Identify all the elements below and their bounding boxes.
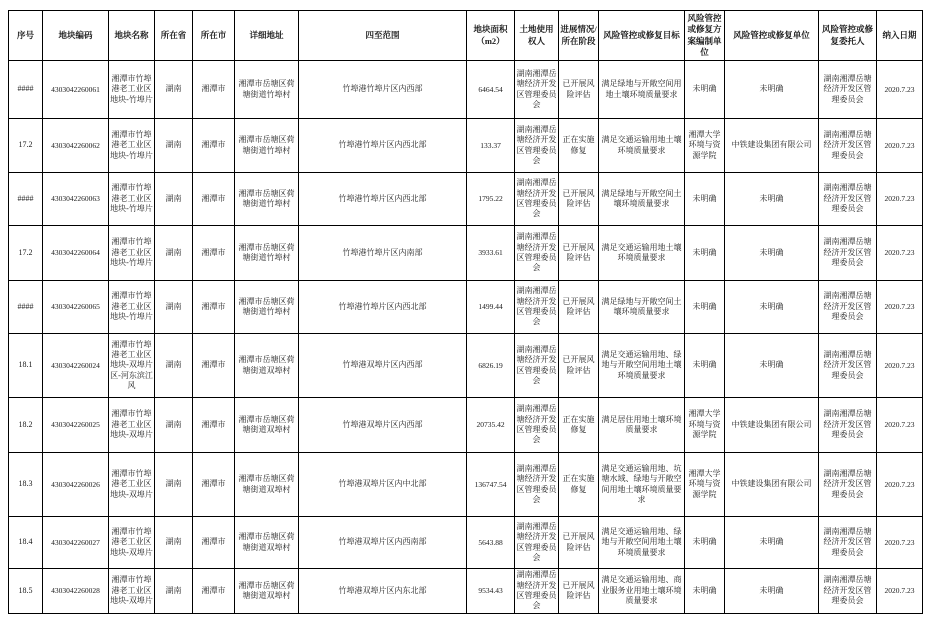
cell-seq-no: 18.2	[9, 398, 43, 453]
cell-parcel-area-m2: 133.37	[467, 119, 515, 173]
cell-remediation-client: 湖南湘潭岳塘经济开发区管理委员会	[819, 398, 877, 453]
cell-parcel-name: 湘潭市竹埠港老工业区地块-双埠片	[109, 453, 155, 517]
cell-province: 湖南	[155, 453, 193, 517]
cell-inclusion-date: 2020.7.23	[877, 281, 923, 334]
table-row	[9, 281, 923, 334]
cell-detail-address: 湘潭市岳塘区荷塘街道竹埠村	[235, 173, 299, 226]
cell-boundary-range: 竹埠港竹埠片区内西部	[299, 61, 467, 119]
column-header-detail-address: 详细地址	[235, 11, 299, 61]
header-row	[9, 11, 923, 61]
cell-city: 湘潭市	[193, 453, 235, 517]
cell-progress-stage: 已开展风险评估	[559, 569, 599, 614]
cell-land-use-right-holder: 湖南湘潭岳塘经济开发区管理委员会	[515, 398, 559, 453]
column-header-plan-compilation-unit: 风险管控或修复方案编制单位	[685, 11, 725, 61]
cell-parcel-name: 湘潭市竹埠港老工业区地块-竹埠片	[109, 119, 155, 173]
cell-province: 湖南	[155, 226, 193, 281]
column-header-parcel-name: 地块名称	[109, 11, 155, 61]
cell-progress-stage: 正在实施修复	[559, 453, 599, 517]
cell-boundary-range: 竹埠港双埠片区内西南部	[299, 517, 467, 569]
cell-risk-control-target: 满足绿地与开敞空间土壤环境质量要求	[599, 173, 685, 226]
column-header-province: 所在省	[155, 11, 193, 61]
cell-parcel-area-m2: 1795.22	[467, 173, 515, 226]
table-row	[9, 453, 923, 517]
cell-parcel-name: 湘潭市竹埠港老工业区地块-双埠片	[109, 569, 155, 614]
cell-land-use-right-holder: 湖南湘潭岳塘经济开发区管理委员会	[515, 569, 559, 614]
cell-remediation-unit: 中铁建设集团有限公司	[725, 119, 819, 173]
cell-city: 湘潭市	[193, 569, 235, 614]
cell-city: 湘潭市	[193, 61, 235, 119]
column-header-risk-control-target: 风险管控或修复目标	[599, 11, 685, 61]
cell-province: 湖南	[155, 334, 193, 398]
cell-land-use-right-holder: 湖南湘潭岳塘经济开发区管理委员会	[515, 61, 559, 119]
cell-remediation-unit: 未明确	[725, 173, 819, 226]
cell-inclusion-date: 2020.7.23	[877, 517, 923, 569]
cell-progress-stage: 已开展风险评估	[559, 334, 599, 398]
cell-detail-address: 湘潭市岳塘区荷塘街道竹埠村	[235, 281, 299, 334]
cell-parcel-name: 湘潭市竹埠港老工业区地块-竹埠片	[109, 281, 155, 334]
cell-remediation-unit: 未明确	[725, 569, 819, 614]
cell-detail-address: 湘潭市岳塘区荷塘街道双埠村	[235, 517, 299, 569]
cell-risk-control-target: 满足绿地与开敞空间土壤环境质量要求	[599, 281, 685, 334]
cell-seq-no: ####	[9, 173, 43, 226]
cell-city: 湘潭市	[193, 517, 235, 569]
cell-parcel-code: 4303042260063	[43, 173, 109, 226]
cell-province: 湖南	[155, 517, 193, 569]
cell-seq-no: 17.2	[9, 119, 43, 173]
cell-risk-control-target: 满足交通运输用地、绿地与开敞空间用地土壤环境质量要求	[599, 517, 685, 569]
cell-seq-no: ####	[9, 61, 43, 119]
cell-inclusion-date: 2020.7.23	[877, 453, 923, 517]
cell-progress-stage: 已开展风险评估	[559, 226, 599, 281]
cell-parcel-name: 湘潭市竹埠港老工业区地块-竹埠片	[109, 226, 155, 281]
cell-land-use-right-holder: 湖南湘潭岳塘经济开发区管理委员会	[515, 517, 559, 569]
cell-province: 湖南	[155, 398, 193, 453]
column-header-city: 所在市	[193, 11, 235, 61]
cell-progress-stage: 正在实施修复	[559, 119, 599, 173]
cell-plan-compilation-unit: 湘潭大学环境与资源学院	[685, 119, 725, 173]
cell-parcel-code: 4303042260062	[43, 119, 109, 173]
column-header-parcel-area-m2: 地块面积（m2）	[467, 11, 515, 61]
cell-seq-no: 18.5	[9, 569, 43, 614]
cell-parcel-area-m2: 6464.54	[467, 61, 515, 119]
cell-inclusion-date: 2020.7.23	[877, 61, 923, 119]
cell-plan-compilation-unit: 未明确	[685, 173, 725, 226]
column-header-boundary-range: 四至范围	[299, 11, 467, 61]
cell-remediation-client: 湖南湘潭岳塘经济开发区管理委员会	[819, 173, 877, 226]
cell-province: 湖南	[155, 569, 193, 614]
cell-progress-stage: 正在实施修复	[559, 398, 599, 453]
cell-remediation-client: 湖南湘潭岳塘经济开发区管理委员会	[819, 281, 877, 334]
cell-remediation-unit: 未明确	[725, 517, 819, 569]
cell-inclusion-date: 2020.7.23	[877, 226, 923, 281]
column-header-parcel-code: 地块编码	[43, 11, 109, 61]
cell-risk-control-target: 满足交通运输用地土壤环境质量要求	[599, 119, 685, 173]
cell-plan-compilation-unit: 湘潭大学环境与资源学院	[685, 453, 725, 517]
cell-progress-stage: 已开展风险评估	[559, 281, 599, 334]
cell-city: 湘潭市	[193, 281, 235, 334]
cell-remediation-unit: 未明确	[725, 226, 819, 281]
cell-province: 湖南	[155, 119, 193, 173]
cell-seq-no: ####	[9, 281, 43, 334]
cell-parcel-name: 湘潭市竹埠港老工业区地块-竹埠片	[109, 173, 155, 226]
cell-detail-address: 湘潭市岳塘区荷塘街道双埠村	[235, 334, 299, 398]
cell-parcel-name: 湘潭市竹埠港老工业区地块-双埠片	[109, 517, 155, 569]
cell-boundary-range: 竹埠港双埠片区内西部	[299, 334, 467, 398]
cell-remediation-unit: 中铁建设集团有限公司	[725, 398, 819, 453]
cell-parcel-code: 4303042260026	[43, 453, 109, 517]
column-header-inclusion-date: 纳入日期	[877, 11, 923, 61]
cell-remediation-unit: 未明确	[725, 334, 819, 398]
cell-seq-no: 18.1	[9, 334, 43, 398]
cell-remediation-client: 湖南湘潭岳塘经济开发区管理委员会	[819, 61, 877, 119]
cell-land-use-right-holder: 湖南湘潭岳塘经济开发区管理委员会	[515, 453, 559, 517]
table-row	[9, 569, 923, 614]
cell-remediation-client: 湖南湘潭岳塘经济开发区管理委员会	[819, 569, 877, 614]
cell-parcel-area-m2: 20735.42	[467, 398, 515, 453]
table-row	[9, 334, 923, 398]
cell-city: 湘潭市	[193, 173, 235, 226]
cell-remediation-client: 湖南湘潭岳塘经济开发区管理委员会	[819, 334, 877, 398]
cell-parcel-code: 4303042260028	[43, 569, 109, 614]
cell-seq-no: 18.3	[9, 453, 43, 517]
cell-parcel-code: 4303042260024	[43, 334, 109, 398]
column-header-progress-stage: 进展情况/所在阶段	[559, 11, 599, 61]
cell-parcel-area-m2: 5643.88	[467, 517, 515, 569]
cell-risk-control-target: 满足交通运输用地、坑塘水域、绿地与开敞空间用地土壤环境质量要求	[599, 453, 685, 517]
cell-remediation-unit: 中铁建设集团有限公司	[725, 453, 819, 517]
cell-inclusion-date: 2020.7.23	[877, 569, 923, 614]
table-row	[9, 61, 923, 119]
cell-province: 湖南	[155, 61, 193, 119]
land-parcel-risk-table-sheet	[8, 10, 923, 614]
cell-remediation-unit: 未明确	[725, 61, 819, 119]
cell-seq-no: 17.2	[9, 226, 43, 281]
cell-boundary-range: 竹埠港竹埠片区内西北部	[299, 119, 467, 173]
cell-plan-compilation-unit: 未明确	[685, 334, 725, 398]
table-header	[9, 11, 923, 61]
cell-boundary-range: 竹埠港竹埠片区内西北部	[299, 281, 467, 334]
table-row	[9, 517, 923, 569]
cell-inclusion-date: 2020.7.23	[877, 398, 923, 453]
table-row	[9, 226, 923, 281]
table-row	[9, 119, 923, 173]
cell-parcel-area-m2: 6826.19	[467, 334, 515, 398]
cell-plan-compilation-unit: 未明确	[685, 61, 725, 119]
cell-parcel-area-m2: 136747.54	[467, 453, 515, 517]
cell-city: 湘潭市	[193, 398, 235, 453]
cell-plan-compilation-unit: 未明确	[685, 569, 725, 614]
table-row	[9, 398, 923, 453]
cell-city: 湘潭市	[193, 226, 235, 281]
cell-progress-stage: 已开展风险评估	[559, 517, 599, 569]
cell-boundary-range: 竹埠港双埠片区内中北部	[299, 453, 467, 517]
cell-boundary-range: 竹埠港竹埠片区内南部	[299, 226, 467, 281]
cell-remediation-client: 湖南湘潭岳塘经济开发区管理委员会	[819, 517, 877, 569]
cell-detail-address: 湘潭市岳塘区荷塘街道双埠村	[235, 569, 299, 614]
cell-detail-address: 湘潭市岳塘区荷塘街道竹埠村	[235, 61, 299, 119]
cell-parcel-area-m2: 3933.61	[467, 226, 515, 281]
cell-seq-no: 18.4	[9, 517, 43, 569]
cell-plan-compilation-unit: 未明确	[685, 517, 725, 569]
cell-parcel-code: 4303042260065	[43, 281, 109, 334]
land-parcel-risk-table	[8, 10, 923, 614]
cell-plan-compilation-unit: 湘潭大学环境与资源学院	[685, 398, 725, 453]
cell-remediation-client: 湖南湘潭岳塘经济开发区管理委员会	[819, 119, 877, 173]
cell-province: 湖南	[155, 173, 193, 226]
cell-progress-stage: 已开展风险评估	[559, 173, 599, 226]
cell-detail-address: 湘潭市岳塘区荷塘街道竹埠村	[235, 119, 299, 173]
column-header-remediation-client: 风险管控或修复委托人	[819, 11, 877, 61]
cell-parcel-code: 4303042260025	[43, 398, 109, 453]
cell-inclusion-date: 2020.7.23	[877, 119, 923, 173]
cell-remediation-client: 湖南湘潭岳塘经济开发区管理委员会	[819, 226, 877, 281]
cell-land-use-right-holder: 湖南湘潭岳塘经济开发区管理委员会	[515, 119, 559, 173]
cell-detail-address: 湘潭市岳塘区荷塘街道双埠村	[235, 398, 299, 453]
cell-plan-compilation-unit: 未明确	[685, 281, 725, 334]
cell-land-use-right-holder: 湖南湘潭岳塘经济开发区管理委员会	[515, 281, 559, 334]
cell-remediation-unit: 未明确	[725, 281, 819, 334]
cell-parcel-name: 湘潭市竹埠港老工业区地块-竹埠片	[109, 61, 155, 119]
cell-parcel-code: 4303042260027	[43, 517, 109, 569]
cell-detail-address: 湘潭市岳塘区荷塘街道竹埠村	[235, 226, 299, 281]
cell-boundary-range: 竹埠港双埠片区内西部	[299, 398, 467, 453]
cell-parcel-area-m2: 1499.44	[467, 281, 515, 334]
cell-plan-compilation-unit: 未明确	[685, 226, 725, 281]
cell-boundary-range: 竹埠港竹埠片区内西北部	[299, 173, 467, 226]
cell-land-use-right-holder: 湖南湘潭岳塘经济开发区管理委员会	[515, 334, 559, 398]
table-body	[9, 61, 923, 614]
cell-land-use-right-holder: 湖南湘潭岳塘经济开发区管理委员会	[515, 226, 559, 281]
cell-progress-stage: 已开展风险评估	[559, 61, 599, 119]
cell-province: 湖南	[155, 281, 193, 334]
cell-city: 湘潭市	[193, 334, 235, 398]
cell-detail-address: 湘潭市岳塘区荷塘街道双埠村	[235, 453, 299, 517]
cell-parcel-name: 湘潭市竹埠港老工业区地块-双埠片	[109, 398, 155, 453]
cell-risk-control-target: 满足居住用地土壤环境质量要求	[599, 398, 685, 453]
cell-parcel-name: 湘潭市竹埠港老工业区地块-双埠片区-河东滨江风	[109, 334, 155, 398]
column-header-seq-no: 序号	[9, 11, 43, 61]
cell-parcel-area-m2: 9534.43	[467, 569, 515, 614]
cell-risk-control-target: 满足交通运输用地土壤环境质量要求	[599, 226, 685, 281]
cell-land-use-right-holder: 湖南湘潭岳塘经济开发区管理委员会	[515, 173, 559, 226]
cell-remediation-client: 湖南湘潭岳塘经济开发区管理委员会	[819, 453, 877, 517]
table-row	[9, 173, 923, 226]
cell-parcel-code: 4303042260064	[43, 226, 109, 281]
column-header-land-use-right-holder: 土地使用权人	[515, 11, 559, 61]
column-header-remediation-unit: 风险管控或修复单位	[725, 11, 819, 61]
cell-inclusion-date: 2020.7.23	[877, 334, 923, 398]
cell-risk-control-target: 满足交通运输用地、绿地与开敞空间用地土壤环境质量要求	[599, 334, 685, 398]
cell-inclusion-date: 2020.7.23	[877, 173, 923, 226]
cell-parcel-code: 4303042260061	[43, 61, 109, 119]
cell-risk-control-target: 满足交通运输用地、商业服务业用地土壤环境质量要求	[599, 569, 685, 614]
cell-boundary-range: 竹埠港双埠片区内东北部	[299, 569, 467, 614]
cell-risk-control-target: 满足绿地与开敞空间用地土壤环境质量要求	[599, 61, 685, 119]
cell-city: 湘潭市	[193, 119, 235, 173]
